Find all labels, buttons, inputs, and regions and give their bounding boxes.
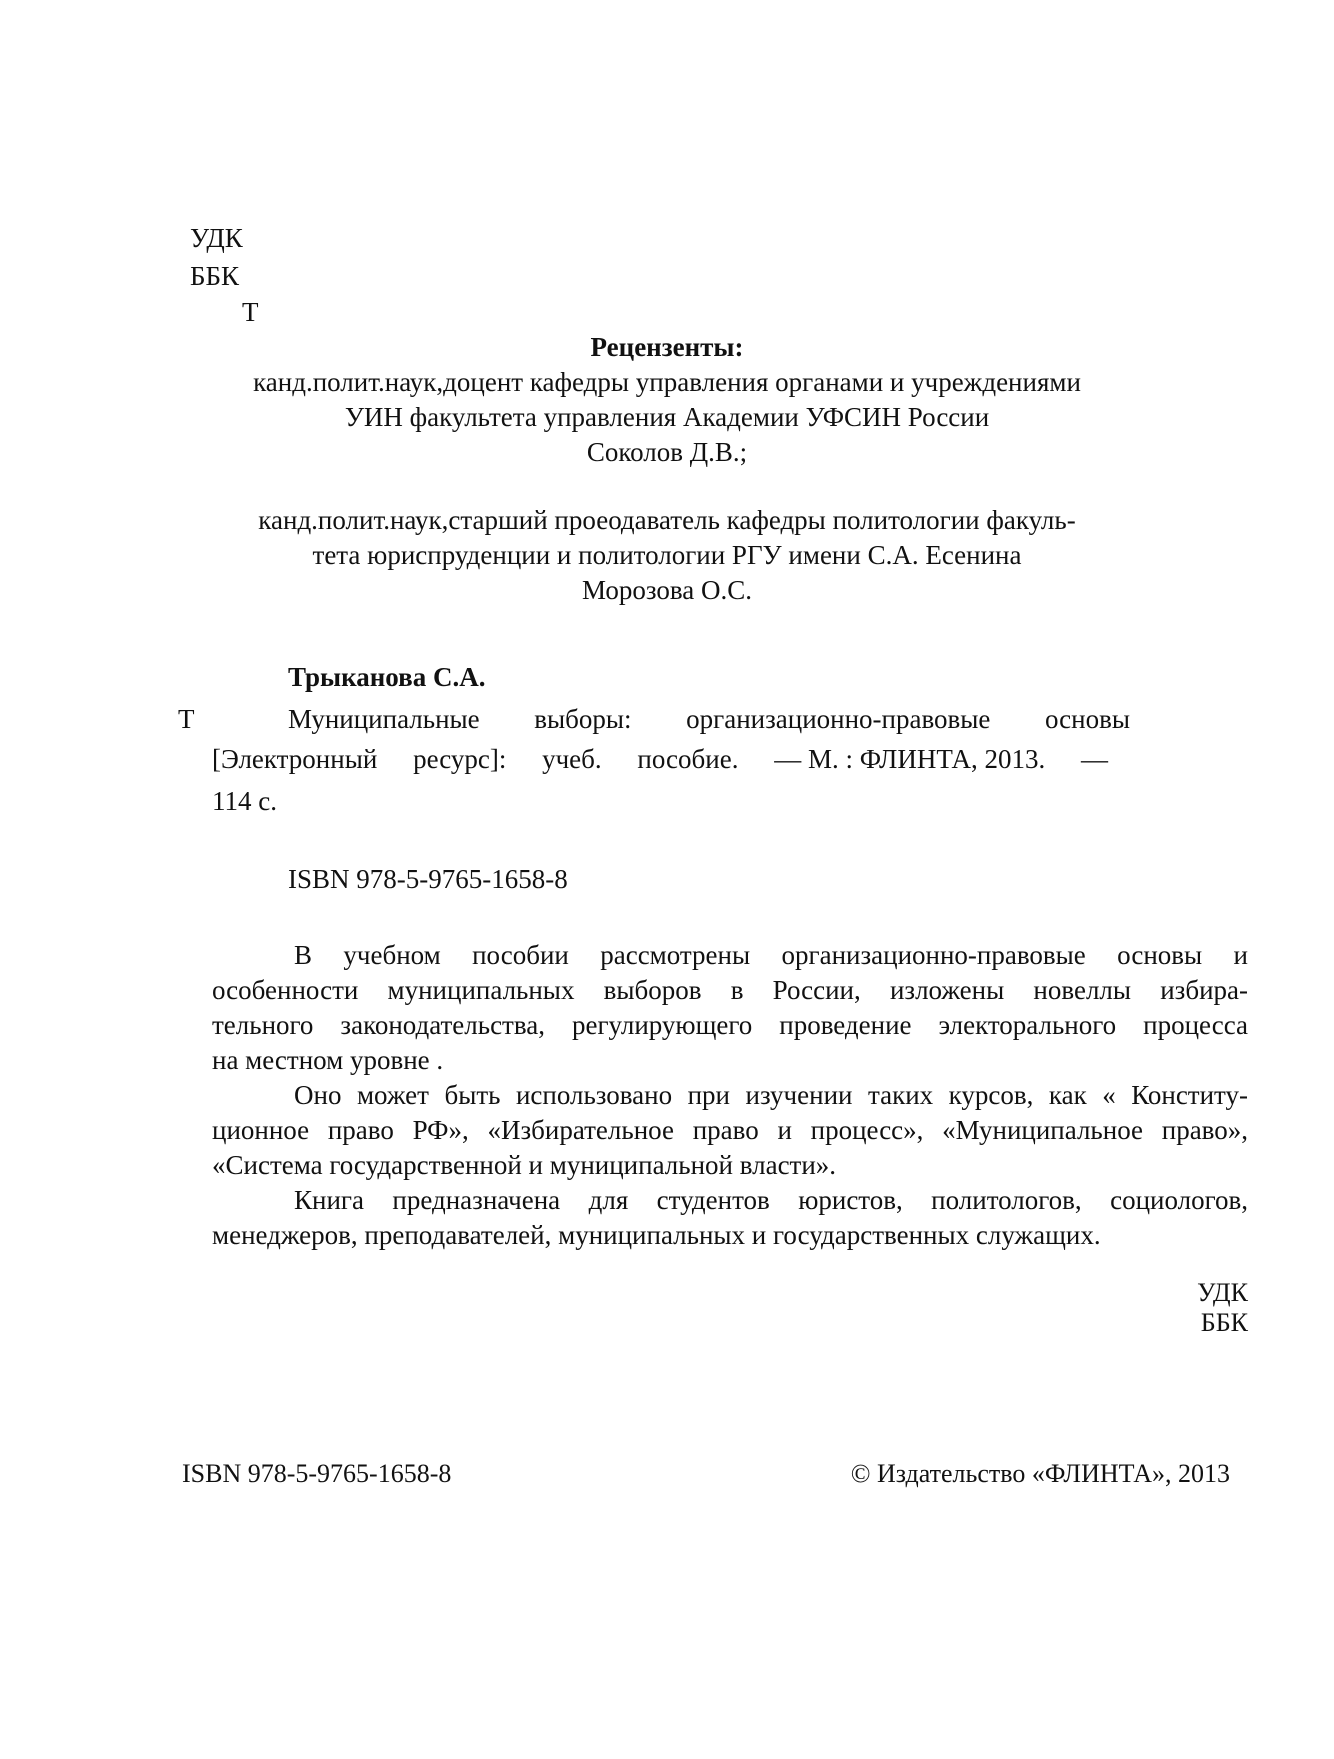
bib-word: организационно-правовые [686,704,991,734]
author-sign-top: Т [242,297,259,327]
bib-word: [Электронный [212,744,378,774]
reviewer1-line1: канд.полит.наук,доцент кафедры управления органами и учреждениями [253,367,1081,397]
isbn-footer: ISBN 978-5-9765-1658-8 [182,1459,452,1488]
bib-word: учеб. [542,744,602,774]
reviewers-section [0,330,1334,470]
reviewer2-name: Морозова О.С. [582,575,752,605]
author-name: Трыканова С.А. [288,662,486,692]
annotation-text: особенности муниципальных выборов в России, изложены новеллы избира- [212,975,1248,1005]
annotation-text: тельного законодательства, регулирующего проведение электорального процесса [212,1010,1248,1040]
reviewer2-line2: тета юриспруденции и политологии РГУ имени С.А. Есенина [312,540,1022,570]
copyright-notice: © Издательство «ФЛИНТА», 2013 [850,1459,1230,1488]
reviewers-heading: Рецензенты: [590,332,744,362]
reviewer2-line1: канд.полит.наук,старший проеодаватель кафедры политологии факуль- [258,505,1076,535]
annotation-text: Книга предназначена для студентов юристов, политологов, социологов, [294,1185,1248,1215]
reviewer1-line2: УИН факультета управления Академии УФСИН России [344,402,990,432]
annotation-p1-line2 [212,973,1248,1008]
reviewer2-section [0,503,1334,608]
bib-line-2 [212,742,1108,777]
annotation-p3-line2: менеджеров, преподавателей, муниципальных и государственных служащих. [212,1220,1101,1250]
annotation-text: Оно может быть использовано при изучении таких курсов, как « Конститу- [294,1080,1248,1110]
author-sign-margin: Т [178,704,195,734]
annotation-text: В учебном пособии рассмотрены организационно-правовые основы и [294,940,1248,970]
annotation-text: ционное право РФ», «Избирательное право и процесс», «Муниципальное право», [212,1115,1248,1145]
annotation-p1-line1 [294,938,1248,973]
isbn-main: ISBN 978-5-9765-1658-8 [288,864,568,894]
bib-word: основы [1045,704,1130,734]
reviewer1-name: Соколов Д.В.; [586,437,748,467]
annotation-p1-line3 [212,1008,1248,1043]
bib-line-1 [288,702,1130,737]
annotation-p3-line1 [294,1183,1248,1218]
annotation-p1-line4: на местном уровне . [212,1045,444,1075]
annotation-p2-line3: «Система государственной и муниципальной власти». [212,1150,837,1180]
bbk-label-top: ББК [190,261,240,291]
annotation-p2-line1 [294,1078,1248,1113]
udk-label-bottom: УДК [1197,1278,1248,1307]
udk-label-top: УДК [190,223,243,253]
annotation-p2-line2 [212,1113,1248,1148]
bib-word: ресурс]: [413,744,507,774]
bib-word: выборы: [534,704,632,734]
bbk-label-bottom: ББК [1200,1308,1248,1337]
bib-line-3: 114 с. [212,786,277,816]
bib-word: — М. : ФЛИНТА, 2013. [774,744,1046,774]
bib-word: Муниципальные [288,704,480,734]
bib-word: пособие. [637,744,739,774]
bib-word: — [1081,744,1108,774]
